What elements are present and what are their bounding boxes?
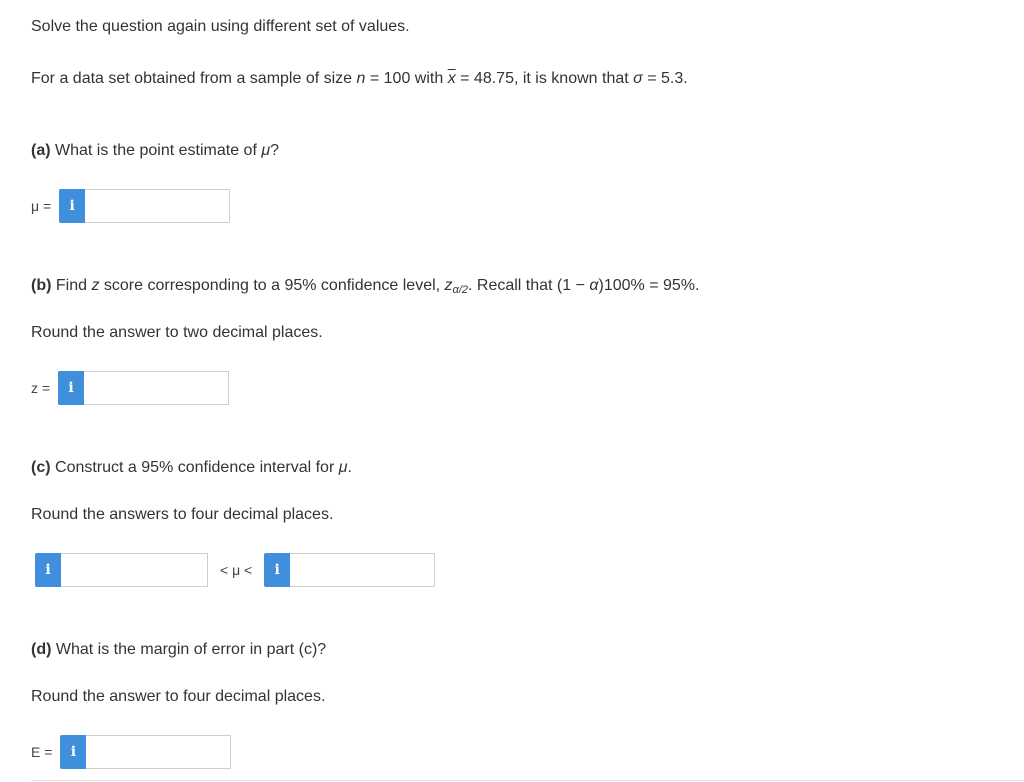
info-icon[interactable]: i xyxy=(59,189,85,223)
info-icon[interactable]: i xyxy=(264,553,290,587)
info-icon[interactable]: i xyxy=(60,735,86,769)
z-answer-input[interactable] xyxy=(84,371,229,405)
xbar-symbol: $\overline{x}$ xyxy=(447,70,456,87)
mu-between-label: < μ < xyxy=(220,562,253,578)
part-b-question: (b) Find z score corresponding to a 95% confidence level, zα/2. Recall that (1 − α)100% = 95%. xyxy=(31,277,700,296)
mu-label: μ = xyxy=(31,198,52,214)
ci-upper-input[interactable] xyxy=(290,553,435,587)
part-d-question: (d) What is the margin of error in part (c)? xyxy=(31,641,327,658)
part-d-round-note: Round the answer to four decimal places. xyxy=(31,688,326,705)
e-answer-input[interactable] xyxy=(86,735,231,769)
info-icon[interactable]: i xyxy=(35,553,61,587)
part-c-answer-row xyxy=(35,552,435,588)
ci-lower-input[interactable] xyxy=(61,553,208,587)
part-b-answer-row xyxy=(31,370,229,406)
problem-statement: For a data set obtained from a sample of size n = 100 with $\overline{x} = 48.75$, it is known that σ = 5.3. xyxy=(31,70,688,87)
part-b-round-note: Round the answer to two decimal places. xyxy=(31,324,323,341)
mu-answer-input[interactable] xyxy=(85,189,230,223)
part-a-answer-row xyxy=(31,188,230,224)
info-icon[interactable]: i xyxy=(58,371,84,405)
instruction-text: Solve the question again using different set of values. xyxy=(31,18,410,35)
z-label: z = xyxy=(31,380,51,396)
part-c-round-note: Round the answers to four decimal places. xyxy=(31,506,334,523)
divider xyxy=(31,780,1024,781)
part-c-question: (c) Construct a 95% confidence interval for μ. xyxy=(31,459,352,476)
e-label: E = xyxy=(31,744,53,760)
part-a-question: (a) What is the point estimate of μ? xyxy=(31,142,279,159)
part-d-answer-row xyxy=(31,734,231,770)
